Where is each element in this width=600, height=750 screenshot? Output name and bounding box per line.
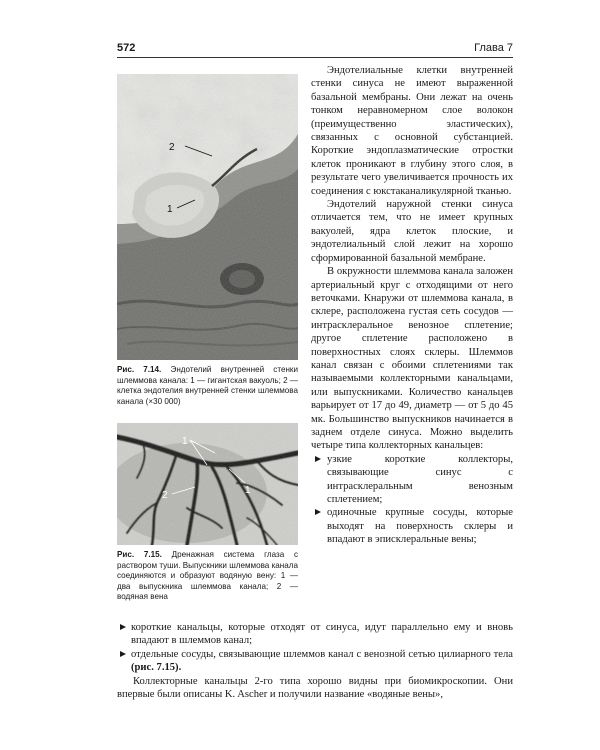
caption-label: Рис. 7.15.: [117, 550, 162, 559]
running-header: [117, 42, 513, 54]
list-item-text: отдельные сосуды, связывающие шлеммов канал с венозной сетью цилиарного тела: [131, 648, 513, 660]
list-item: узкие короткие коллекторы, связывающие синус с интрасклеральным венозным сплетением;: [311, 453, 513, 507]
fig2-label-1b: 1: [245, 485, 251, 496]
list-item: одиночные крупные сосуды, которые выходят на поверхность склеры и впадают в эписклеральные вены;: [311, 506, 513, 546]
right-column-text: [311, 64, 513, 547]
fig1-label-2: 2: [169, 142, 175, 153]
list-item: короткие канальцы, которые отходят от синуса, идут параллельно ему и вновь впадают в шлеммов канал;: [117, 621, 513, 648]
chapter-title: Глава 7: [474, 42, 513, 54]
fig2-label-1a: 1: [182, 436, 188, 447]
full-width-text: [117, 621, 513, 701]
caption-text: Дренажная система глаза с раствором туши. Выпускники шлеммова канала соединяются и образуют водяную вену: 1 — два выпускника шлеммова канала; 2 — водяная вена: [117, 550, 299, 602]
paragraph: В окружности шлеммова канала заложен артериальный круг с отходящими от него веточками. Кнаружи от шлеммова канала, в склере, расположена густая сеть сосудов — интрасклеральное венозное сплетение; другое сплетение расположено в поверхностных слоях склеры. Шлеммов канал связан с обоими сплетениями так называемыми коллекторными канальцами, или выпускниками. Количество канальцев варьирует от 17 до 49, диаметр — от 5 до 45 мк. Большинство выпускников начинается в заднем отделе синуса. Можно выделить четыре типа коллекторных канальцев:: [311, 266, 513, 452]
figure-reference[interactable]: (рис. 7.15).: [131, 662, 182, 674]
figure-7-15-photo: [117, 423, 298, 545]
fig2-label-2: 2: [162, 490, 168, 501]
caption-label: Рис. 7.14.: [117, 365, 162, 374]
caption-text: Эндотелий внутренней стенки шлеммова канала: 1 — гигантская вакуоль; 2 — клетка эндотелия внутренней стенки шлеммова канала (×30 000): [117, 365, 298, 406]
figure-7-14-micrograph: [117, 74, 298, 360]
paragraph: Эндотелиальные клетки внутренней стенки синуса не имеют выраженной базальной мембраны. Они лежат на очень тонком неравномерном слое волокон (преимущественно эластических), связанных с основной субстанцией. Короткие эндоплазматические отростки клеток проникают в глубину этого слоя, в результате чего увеличивается прочность их соединения с юкстаканаликулярной тканью.: [311, 65, 513, 197]
figure-7-14-caption: [117, 365, 298, 407]
paragraph: Эндотелий наружной стенки синуса отличается тем, что не имеет крупных вакуолей, ядра клеток плоские, и эндотелиальный слой лежит на хорошо сформированной базальной мембране.: [311, 199, 513, 264]
collector-types-list-continued: [117, 621, 513, 675]
fig1-label-1: 1: [167, 204, 173, 215]
page-number: 572: [117, 42, 136, 54]
figure-7-15-caption: [117, 550, 298, 603]
collector-types-list: [311, 453, 513, 547]
header-rule: [117, 57, 513, 58]
list-item: [117, 648, 513, 675]
paragraph: Коллекторные канальцы 2-го типа хорошо видны при биомикроскопии. Они впервые были описаны K. Ascher и получили название «водяные вены»,: [117, 675, 513, 701]
